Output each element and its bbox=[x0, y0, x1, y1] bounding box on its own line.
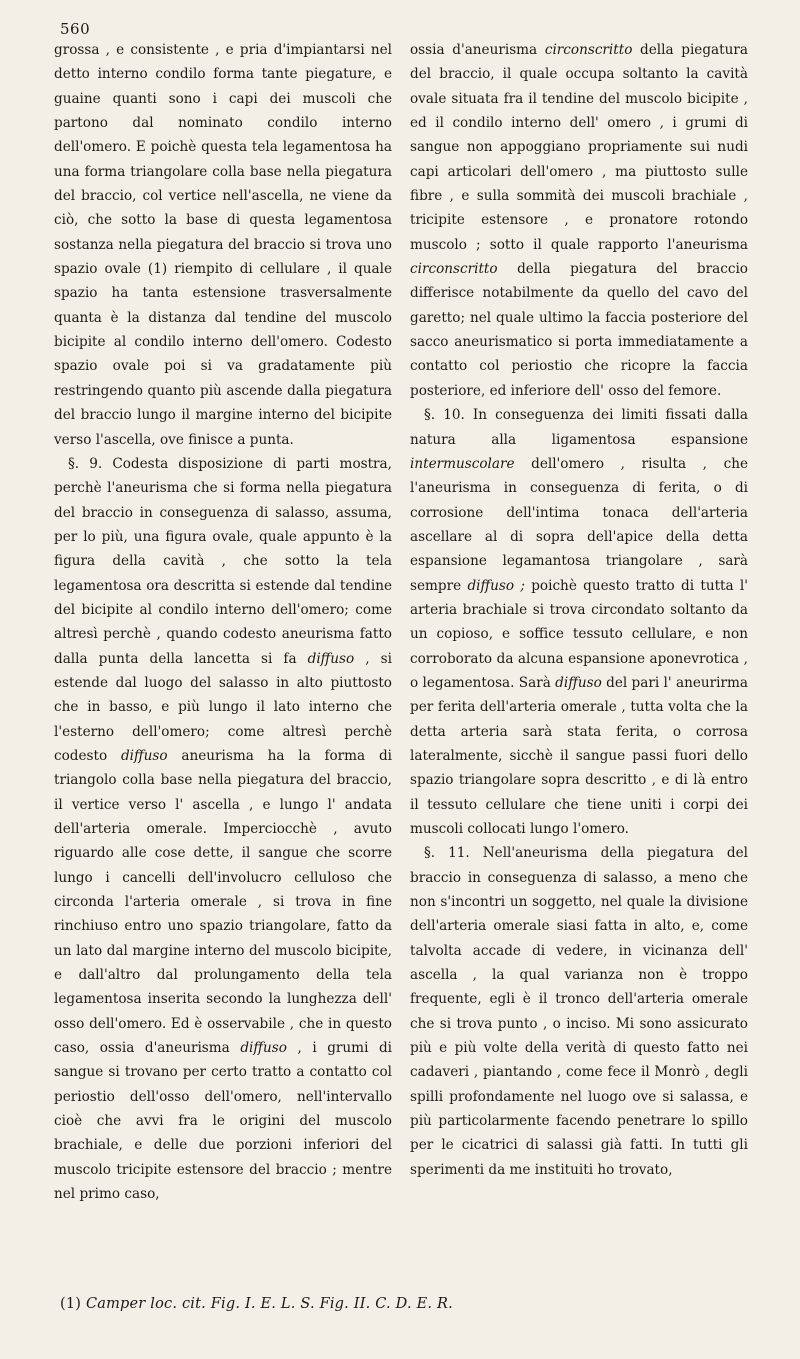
left-column bbox=[54, 38, 392, 1207]
page-number: 560 bbox=[60, 20, 91, 38]
text-run: §. 9. Codesta disposizione di parti mostra, perchè l'aneurisma che si forma nella piegatura del braccio in conseguenza di salasso, assuma, per lo più, una figura ovale, quale appunto è la figura della cavità , che sotto la tela legamentosa ora descritta si estende dal tendine del bicipite al condilo interno dell'omero; come altresì perchè , quando codesto aneurisma fatto dalla punta della lancetta si fa bbox=[54, 455, 392, 667]
text-columns bbox=[54, 38, 748, 1207]
text-run: del pari l' aneurirma per ferita dell'arteria omerale , tutta volta che la detta arteria sarà stata ferita, o corrosa lateralmente, sicchè il sangue passi fuori dello spazio triangolare sopra descritto , e di là entro il tessuto cellulare che tiene uniti i corpi dei muscoli collocati lungo l'omero. bbox=[410, 674, 748, 837]
text-run: §. 10. In conseguenza dei limiti fissati dalla natura alla ligamentosa espansione bbox=[410, 407, 748, 448]
paragraph-section-11: §. 11. Nell'aneurisma della piegatura del braccio in conseguenza di salasso, a meno che non s'incontri un soggetto, nel quale la divisione dell'arteria omerale siasi fatta in alto, e, come talvolta accade di vedere, in vicinanza dell' ascella , la qual varianza non è troppo frequente, egli è il tronco dell'arteria omerale che si trova punto , o inciso. Mi sono assicurato più e più volte della verità di questo fatto nei cadaveri , piantando , come fece il Monrò , degli spilli profondamente nel luogo ove si salassa, e più particolarmente facendo penetrare lo spillo per le cicatrici di salassi già fatti. In tutti gli sperimenti da me instituiti ho trovato, bbox=[410, 845, 748, 1178]
italic-term: diffuso bbox=[240, 1040, 287, 1057]
paragraph: grossa , e consistente , e pria d'impiantarsi nel detto interno condilo forma tante piegature, e guaine quanti sono i capi dei muscoli che partono dal nominato condilo interno dell'omero. E poichè questa tela legamentosa ha una forma triangolare colla base nella piegatura del braccio, col vertice nell'ascella, ne viene da ciò, che sotto la base di questa legamentosa sostanza nella piegatura del braccio si trova uno spazio ovale (1) riempito di cellulare , il quale spazio ha tanta estensione trasversalmente quanta è la distanza dal tendine del muscolo bicipite al condilo interno dell'omero. Codesto spazio ovale poi si va gradatamente più restringendo quanto più ascende dalla piegatura del braccio lungo il margine interno del bicipite verso l'ascella, ove finisce a punta. bbox=[54, 42, 392, 448]
italic-term: diffuso ; bbox=[467, 577, 525, 594]
text-run: poichè questo tratto di tutta l' arteria brachiale si trova circondato soltanto da un copioso, e soffice tessuto cellulare, e non corroborato da alcuna espansione aponevrotica , o legamentosa. Sarà bbox=[410, 577, 748, 691]
right-column bbox=[410, 38, 748, 1207]
text-run: , si estende dal luogo del salasso in alto piuttosto che in basso, e più lungo il lato interno che l'esterno dell'omero; come altresì perchè codesto bbox=[54, 650, 392, 764]
text-run: della piegatura del braccio, il quale occupa soltanto la cavità ovale situata fra il tendine del muscolo bicipite , ed il condilo interno dell' omero , i grumi di sangue non appoggiano propriamente sui nudi capi articolari dell'omero , ma piuttosto sulle fibre , e sulla sommità dei muscoli brachiale , tricipite estensore , e pronatore rotondo muscolo ; sotto il quale rapporto l'aneurisma bbox=[410, 42, 748, 253]
paragraph-section-9 bbox=[54, 452, 392, 1207]
paragraph bbox=[410, 38, 748, 403]
text-run: ossia d'aneurisma bbox=[410, 42, 545, 58]
italic-term: diffuso bbox=[307, 650, 355, 667]
text-run: della piegatura del braccio differisce notabilmente da quello del cavo del garetto; nel quale ultimo la faccia posteriore del sacco aneurismatico si porta immediatamente a contatto col periostio che ricopre la faccia posteriore, ed inferiore dell' osso del femore. bbox=[410, 261, 748, 399]
footnote-marker: (1) bbox=[60, 1296, 82, 1312]
italic-term: diffuso bbox=[555, 674, 602, 691]
text-run: , i grumi di sangue si trovano per certo tratto a contatto col periostio dell'osso dell'omero, nell'intervallo cioè che avvi fra le origini del muscolo brachiale, e delle due porzioni inferiori del muscolo tricipite estensore del braccio ; mentre nel primo caso, bbox=[54, 1040, 392, 1203]
text-run: aneurisma ha la forma di triangolo colla base nella piegatura del braccio, il vertice verso l' ascella , e lungo l' andata dell'arteria omerale. Imperciocchè , avuto riguardo alle cose dette, il sangue che scorre lungo i cancelli dell'involucro celluloso che circonda l'arteria omerale , si trova in fine rinchiuso entro uno spazio triangolare, fatto da un lato dal margine interno del muscolo bicipite, e dall'altro dal prolungamento della tela legamentosa inserita secondo la lunghezza dell' osso dell'omero. Ed è osservabile , che in questo caso, ossia d'aneurisma bbox=[54, 747, 392, 1057]
footnote bbox=[60, 1296, 760, 1312]
italic-term: circonscritto bbox=[410, 261, 498, 278]
italic-term: circonscritto bbox=[544, 42, 633, 58]
italic-term: intermuscolare bbox=[410, 455, 515, 472]
paragraph-section-10 bbox=[410, 403, 748, 841]
italic-term: diffuso bbox=[120, 747, 168, 764]
text-run: dell'omero , risulta , che l'aneurisma in conseguenza di ferita, o di corrosione dell'intima tonaca dell'arteria ascellare al di sopra dell'apice della detta espansione legamantosa triangolare , sarà sempre bbox=[410, 455, 748, 594]
footnote-text: Camper loc. cit. Fig. I. E. L. S. Fig. II. C. D. E. R. bbox=[85, 1296, 453, 1312]
